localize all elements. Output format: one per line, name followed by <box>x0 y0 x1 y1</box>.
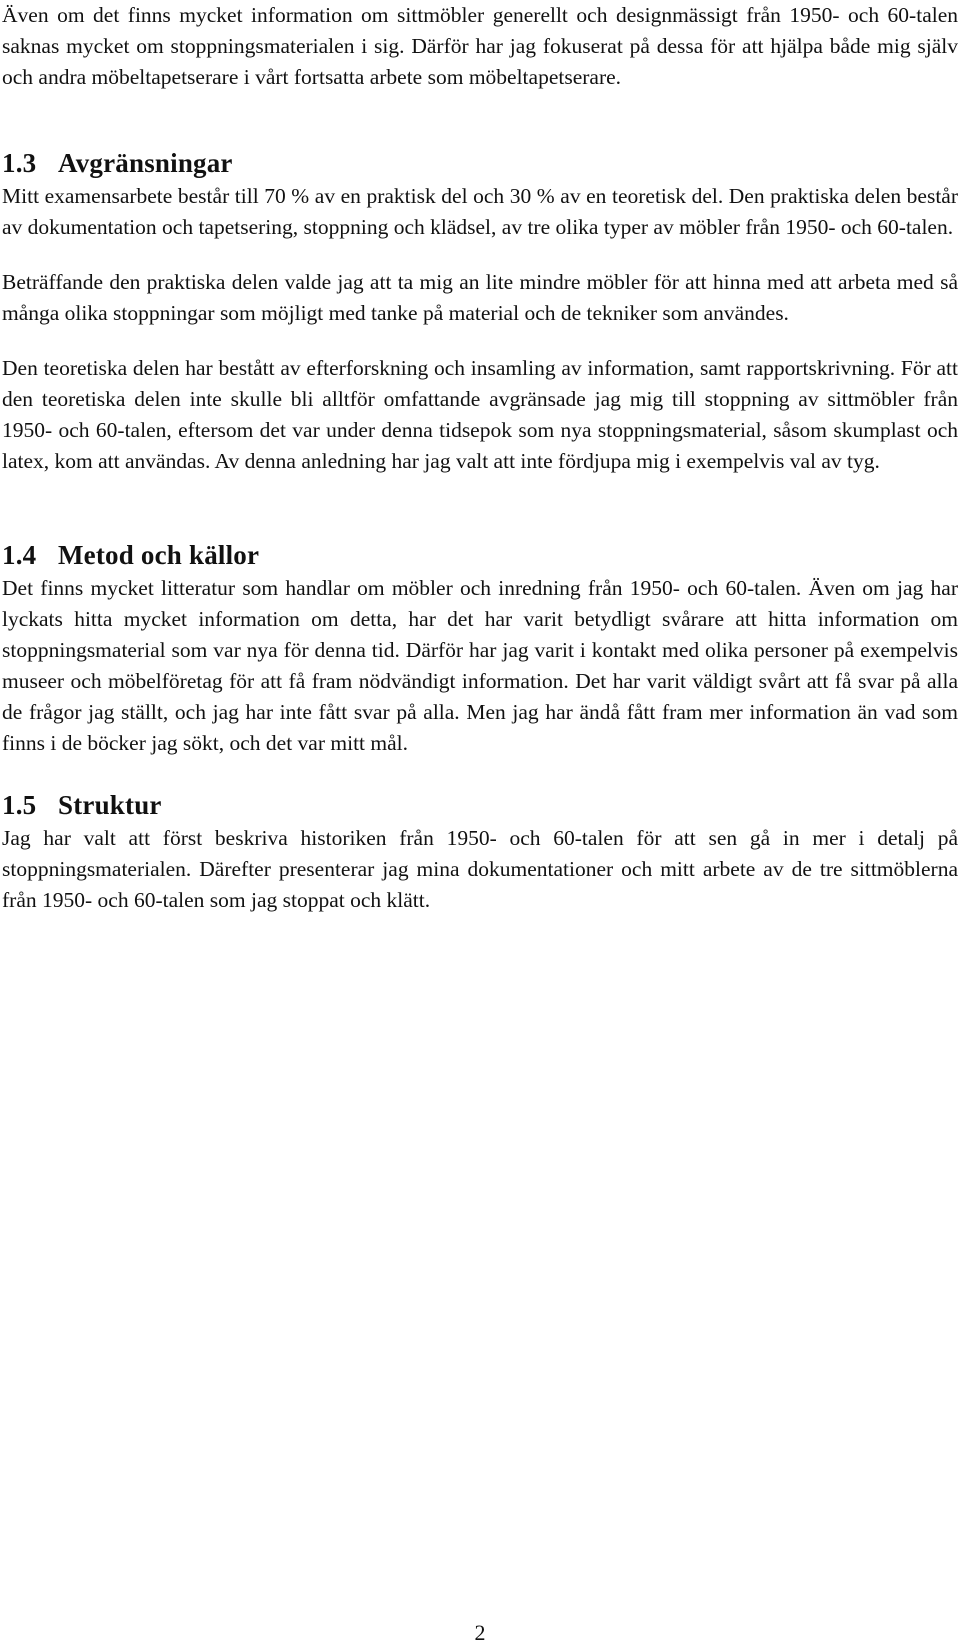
section-title: Struktur <box>58 790 162 820</box>
section-number: 1.4 <box>2 540 37 570</box>
section-heading <box>2 537 958 573</box>
paragraph: Mitt examensarbete består till 70 % av en praktisk del och 30 % av en teoretisk del. Den praktiska delen består av dokumentation och tapetsering, stoppning och klädsel, av tre olika typer av möbler från 1950- och 60-talen. <box>2 184 958 239</box>
spacer <box>2 329 958 353</box>
section-metod-och-kallor <box>2 537 958 759</box>
section-heading <box>2 787 958 823</box>
section-avgransningar <box>2 145 958 477</box>
intro-paragraph: Även om det finns mycket information om sittmöbler generellt och designmässigt från 1950- och 60-talen saknas mycket om stoppningsmaterialen i sig. Därför har jag fokuserat på dessa för att hjälpa både mig själv och andra möbeltapetserare i vårt fortsatta arbete som möbeltapetserare. <box>2 3 958 89</box>
section-heading <box>2 145 958 181</box>
section-title: Metod och källor <box>58 540 260 570</box>
spacer <box>2 243 958 267</box>
section-number: 1.3 <box>2 148 37 178</box>
section-struktur <box>2 787 958 916</box>
spacer <box>2 93 958 145</box>
section-number: 1.5 <box>2 790 37 820</box>
paragraph: Det finns mycket litteratur som handlar om möbler och inredning från 1950- och 60-talen. Även om jag har lyckats hitta mycket information om detta, har det har varit betydligt svårare att hitta information om stoppningsmaterial som var nya för denna tid. Därför har jag varit i kontakt med olika personer på exempelvis museer och möbelföretag för att få fram nödvändigt information. Det har varit väldigt svårt att få svar på alla de frågor jag ställt, och jag har inte fått svar på alla. Men jag har ändå fått fram mer information än vad som finns i de böcker jag sökt, och det var mitt mål. <box>2 576 958 755</box>
page-number: 2 <box>474 1620 486 1645</box>
spacer <box>2 477 958 537</box>
spacer <box>2 759 958 787</box>
paragraph: Den teoretiska delen har bestått av efterforskning och insamling av information, samt rapportskrivning. För att den teoretiska delen inte skulle bli alltför omfattande avgränsade jag mig till stoppning av sittmöbler från 1950- och 60-talen, eftersom det var under denna tidsepok som nya stoppningsmaterial, såsom skumplast och latex, kom att användas. Av denna anledning har jag valt att inte fördjupa mig i exempelvis val av tyg. <box>2 356 958 473</box>
section-title: Avgränsningar <box>58 148 233 178</box>
paragraph: Jag har valt att först beskriva historiken från 1950- och 60-talen för att sen gå in mer i detalj på stoppningsmaterialen. Därefter presenterar jag mina dokumentationer och mitt arbete av de tre sittmöblerna från 1950- och 60-talen som jag stoppat och klätt. <box>2 826 958 912</box>
page-content <box>2 0 958 916</box>
paragraph: Beträffande den praktiska delen valde jag att ta mig an lite mindre möbler för att hinna med att arbeta med så många olika stoppningar som möjligt med tanke på material och de tekniker som användes. <box>2 270 958 325</box>
